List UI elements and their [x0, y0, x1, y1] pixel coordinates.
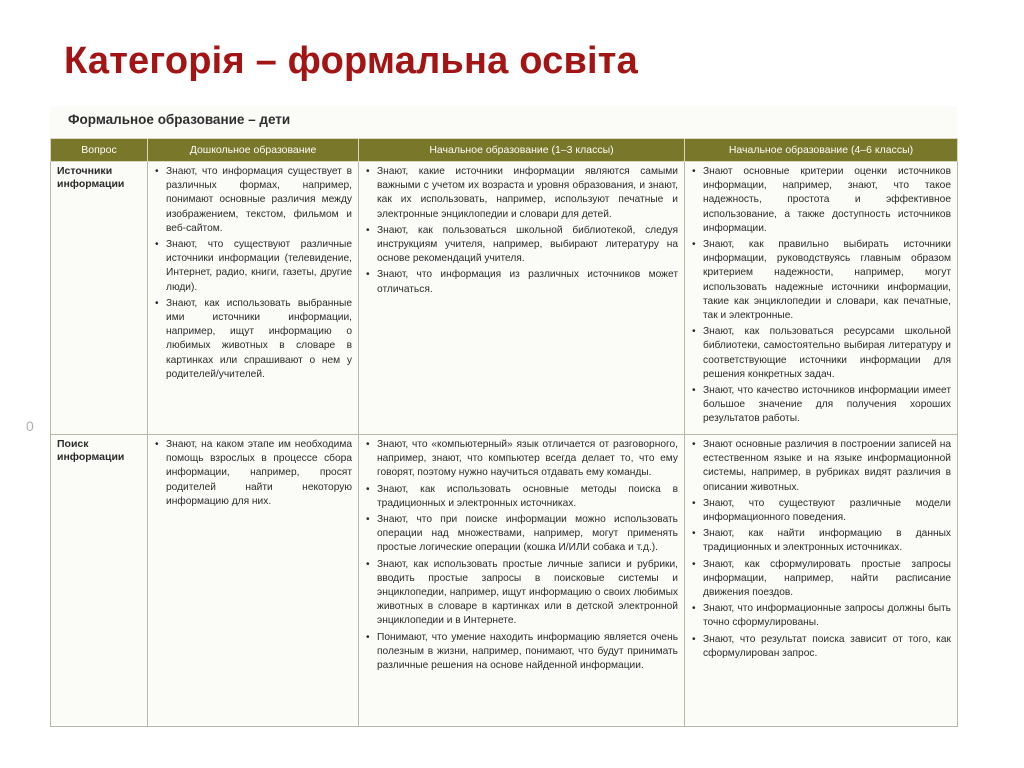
list-item: • Знают основные различия в построении записей на естественном языке и на языке информационной системы, например, в рубриках видят различия в описании животных. — [690, 438, 951, 495]
cell-primary-1-3 — [359, 162, 685, 435]
bullet-list — [364, 438, 678, 673]
bullet-list — [153, 438, 352, 509]
list-item: • Знают, на каком этапе им необходима помощь взрослых в процессе сбора информации, например, просят родителей найти некоторую информацию для них. — [153, 438, 352, 509]
table-row-search — [51, 435, 958, 727]
list-item: • Знают, что результат поиска зависит от того, как сформулирован запрос. — [690, 633, 951, 661]
table-caption: Формальное образование – дети — [68, 112, 291, 127]
cell-primary-4-6 — [685, 162, 958, 435]
list-item: • Знают, что «компьютерный» язык отличается от разговорного, например, знают, что компьютер всегда делает то, что ему говорят, поэтому нужно научиться отдавать ему команды. — [364, 438, 678, 481]
list-item: • Знают, что при поиске информации можно использовать операции над множествами, например, могут применять простые логические операции (кошка И/ИЛИ собака и т.д.). — [364, 513, 678, 556]
bullet-list — [690, 438, 951, 661]
list-item: • Знают, как сформулировать простые запросы информации, например, найти расписание движения поездов. — [690, 558, 951, 601]
list-item: • Знают, что существуют различные источники информации (телевидение, Интернет, радио, книги, газеты, другие люди). — [153, 238, 352, 295]
header-primary-4-6: Начальное образование (4–6 классы) — [685, 139, 958, 162]
list-item: • Знают, как правильно выбирать источники информации, руководствуясь главным образом критерием надежности, например, могут использовать надежные источники информации, такие как энциклопедии и словари, как печатные, так и электронные. — [690, 238, 951, 323]
education-table — [50, 138, 958, 727]
cell-preschool — [148, 162, 359, 435]
list-item: • Знают, как использовать простые личные записи и рубрики, вводить простые запросы в поисковые системы и энциклопедии, например, ищут информацию о своих любимых животных в словаре в картинках или в детской электронной энциклопедии и в Интернете. — [364, 558, 678, 629]
list-item: • Знают, какие источники информации являются самыми важными с учетом их возраста и уровня образования, и знают, как их использовать, например, используют печатные и электронные энциклопедии и словари для детей. — [364, 165, 678, 222]
list-item: • Знают, что информация существует в различных формах, например, понимают основные различия между изображением, текстом, фильмом и веб-сайтом. — [153, 165, 352, 236]
row-question: Поиск информации — [51, 435, 148, 727]
cell-primary-4-6 — [685, 435, 958, 727]
list-item: • Знают, как использовать выбранные ими источники информации, например, ищут информацию о любимых животных в словаре в картинках или спрашивают о нем у родителей/учителей. — [153, 297, 352, 382]
bullet-list — [153, 165, 352, 382]
row-question: Источники информации — [51, 162, 148, 435]
bullet-list — [690, 165, 951, 427]
list-item: • Знают, что информационные запросы должны быть точно сформулированы. — [690, 602, 951, 630]
header-question: Вопрос — [51, 139, 148, 162]
slide-title: Категорія – формальна освіта — [64, 40, 638, 82]
list-item: • Знают, как найти информацию в данных традиционных и электронных источниках. — [690, 527, 951, 555]
list-item: • Знают, что существуют различные модели информационного поведения. — [690, 497, 951, 525]
list-item: • Знают, как пользоваться ресурсами школьной библиотеки, самостоятельно выбирая литературу и соответствующие источники информации для решения конкретных задач. — [690, 325, 951, 382]
bullet-list — [364, 165, 678, 297]
list-item: • Знают, что информация из различных источников может отличаться. — [364, 268, 678, 296]
list-item: • Понимают, что умение находить информацию является очень полезным в жизни, например, понимают, что будут принимать различные решения на основе найденной информации. — [364, 631, 678, 674]
margin-mark: 0 — [26, 418, 34, 434]
table-row-sources — [51, 162, 958, 435]
list-item: • Знают основные критерии оценки источников информации, например, знают, что такое надежность, простота и эффективное использование, а также доступность источников информации. — [690, 165, 951, 236]
list-item: • Знают, как использовать основные методы поиска в традиционных и электронных источниках. — [364, 483, 678, 511]
list-item: • Знают, как пользоваться школьной библиотекой, следуя инструкциям учителя, например, выбирают литературу на основе рекомендаций учителя. — [364, 224, 678, 267]
header-preschool: Дошкольное образование — [148, 139, 359, 162]
table-image — [50, 106, 957, 724]
list-item: • Знают, что качество источников информации имеет большое значение для получения хороших результатов работы. — [690, 384, 951, 427]
cell-preschool — [148, 435, 359, 727]
header-row — [51, 139, 958, 162]
cell-primary-1-3 — [359, 435, 685, 727]
header-primary-1-3: Начальное образование (1–3 классы) — [359, 139, 685, 162]
